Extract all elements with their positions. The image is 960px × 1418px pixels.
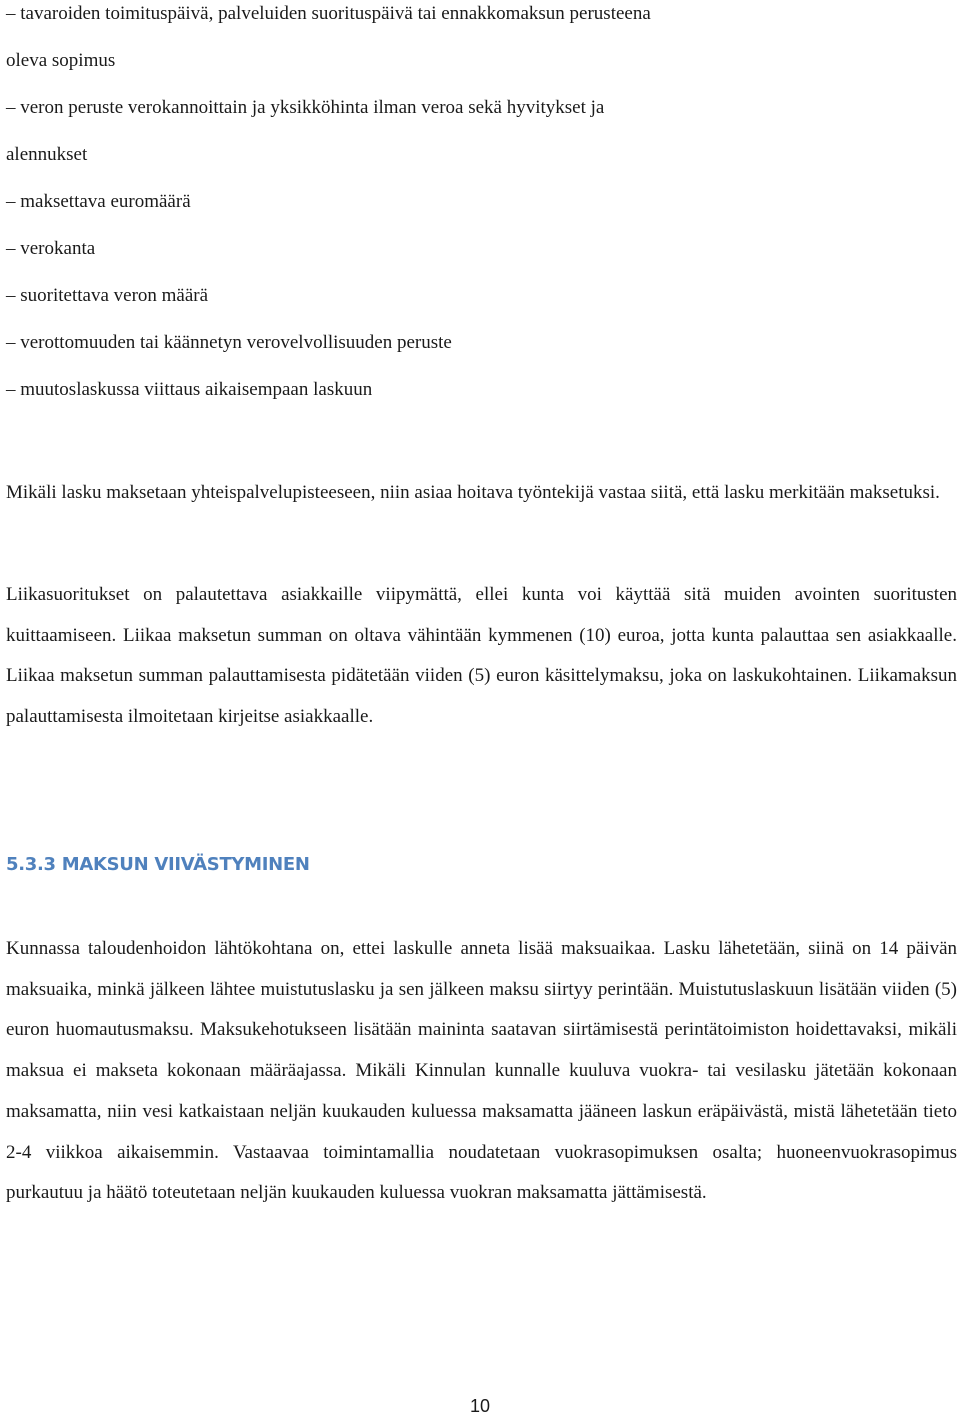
- paragraph-overpayments: Liikasuoritukset on palautettava asiakkaille viipymättä, ellei kunta voi käyttää sitä muiden avointen suoritusten kuittaamiseen. Liikaa maksetun summan on oltava vähintään kymmenen (10) euroa, jotta kunta palauttaa sen asiakkaalle. Liikaa maksetun summan palauttamisesta pidätetään viiden (5) euron käsittelymaksu, joka on laskukohtainen. Liikamaksun palauttamisesta ilmoitetaan kirjeitse asiakkaalle.: [6, 584, 957, 728]
- list-item: [6, 366, 956, 413]
- list-item: [6, 84, 956, 178]
- list-item: [6, 225, 956, 272]
- paragraph-payment-delay: Kunnassa taloudenhoidon lähtökohtana on, ettei laskulle anneta lisää maksuaikaa. Lasku lähetetään, siinä on 14 päivän maksuaika, minkä jälkeen lähtee muistutuslasku ja sen jälkeen maksu siirtyy perintään. Muistutuslaskuun lisätään viiden (5) euron huomautusmaksu. Maksukehotukseen lisätään maininta saatavan siirtämisestä perintätoimiston hoidettavaksi, mikäli maksua ei makseta kokonaan määräajassa. Mikäli Kinnulan kunnalle kuuluva vuokra- tai vesilasku jätetään kokonaan maksamatta, niin vesi katkaistaan neljän kuukauden kuluessa maksamatta jääneen laskun eräpäivästä, mistä lähetetään tieto 2-4 viikkoa aikaisemmin. Vastaavaa toimintamallia noudatetaan vuokrasopimuksen osalta; huoneenvuokrasopimus purkautuu ja häätö toteutetaan neljän kuukauden kuluessa vuokran maksamatta jättämisestä.: [6, 938, 957, 1204]
- list-item: [6, 272, 956, 319]
- list-item: [6, 178, 956, 225]
- section-heading: 5.3.3 MAKSUN VIIVÄSTYMINEN: [6, 854, 310, 875]
- list-item-text: – tavaroiden toimituspäivä, palveluiden suorituspäivä tai ennakkomaksun perusteena: [6, 3, 651, 24]
- invoice-requirements-list: [6, 0, 956, 413]
- list-item-text: – suoritettava veron määrä: [6, 285, 209, 306]
- list-item-continuation: alennukset: [6, 144, 88, 165]
- list-item-continuation: oleva sopimus: [6, 50, 116, 71]
- list-item: [6, 319, 956, 366]
- paragraph-payment-at-service-point: Mikäli lasku maksetaan yhteispalvelupisteeseen, niin asiaa hoitava työntekijä vastaa siitä, että lasku merkitään maksetuksi.: [6, 482, 940, 503]
- list-item: [6, 0, 956, 84]
- list-item-text: – verottomuuden tai käännetyn verovelvollisuuden peruste: [6, 332, 452, 353]
- list-item-text: – veron peruste verokannoittain ja yksikköhinta ilman veroa sekä hyvitykset ja: [6, 97, 605, 118]
- list-item-text: – maksettava euromäärä: [6, 191, 191, 212]
- list-item-text: – verokanta: [6, 238, 96, 259]
- list-item-text: – muutoslaskussa viittaus aikaisempaan laskuun: [6, 379, 373, 400]
- page-number: 10: [469, 1396, 491, 1416]
